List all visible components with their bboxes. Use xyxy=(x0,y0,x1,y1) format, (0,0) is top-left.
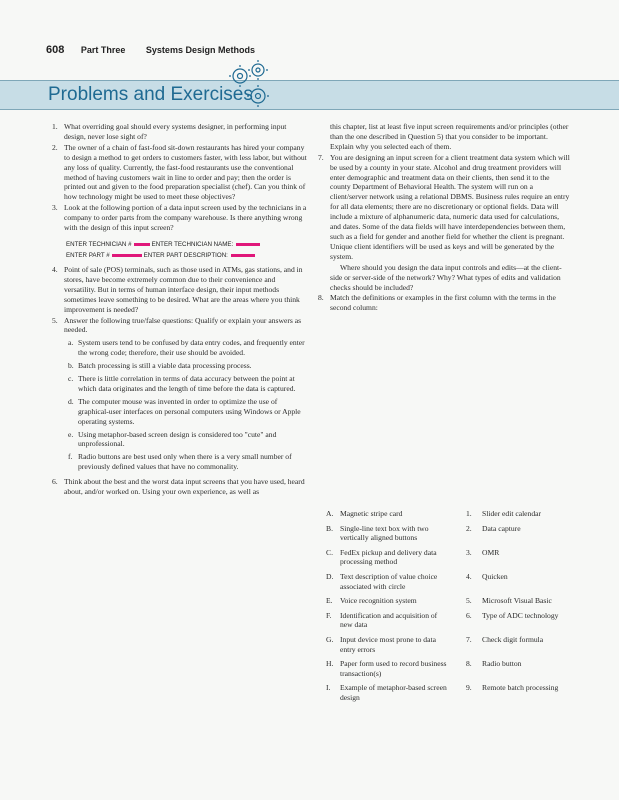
q5-e: e. Using metaphor-based screen design is considered too "cute" and unprofessional. xyxy=(68,429,277,449)
question-8: 8. Match the definitions or examples in the first column with the terms in the second column: xyxy=(318,293,556,313)
match-row: B. Single-line text box with two vertically aligned buttons 2. Data capture xyxy=(326,523,521,543)
gears-icon xyxy=(226,58,276,108)
match-row: F. Identification and acquisition of new data 6. Type of ADC technology xyxy=(326,610,559,630)
banner-title: Problems and Exercises xyxy=(48,84,253,105)
match-row: E. Voice recognition system 5. Microsoft Visual Basic xyxy=(326,596,552,606)
part-label: Part Three xyxy=(80,45,126,55)
match-row: A. Magnetic stripe card 1. Slider edit calendar xyxy=(326,509,542,518)
q5-f: f. Radio buttons are best used only when there is a very small number of previously defined values that have no commonality. xyxy=(68,452,292,472)
question-7: 7. You are designing an input screen for a client treatment data system which will be used by a county in your state. Alcohol and drug treatment providers will enter demographic and treatment data on their clients, then send it to the county Department of Behavioral Health. The system will run on a client/server network using a relational DBMS. Business rules require an entry for all data elements; there are no discretionary or optional fields. Data will include a mixture of alphanumeric data, numeric data used for calculations, and dates. Some of the data fields will have interdependencies between them, such as a field for gender and another field for whether the client is pregnant. Unique client identifiers will be used as keys and will be generated by the system. xyxy=(318,152,570,261)
page-number: 608 xyxy=(46,44,65,56)
question-6: 6. Think about the best and the worst data input screens that you have used, heard about, and/or worked on. Using your own experience, as well as xyxy=(52,477,305,497)
question-5: 5. Answer the following true/false questions: Qualify or explain your answers as needed. xyxy=(52,315,302,335)
q5-a: a. System users tend to be confused by data entry codes, and frequently enter the wrong code; therefore, their use should be avoided. xyxy=(68,338,305,358)
section-banner xyxy=(0,80,619,110)
question-4: 4. Point of sale (POS) terminals, such as those used in ATMs, gas stations, and in stores, have become extremely common due to their convenience and versatility. But in terms of human interface design, their input methods sometimes leave something to be desired. What are the areas where you think improvement is needed? xyxy=(52,264,303,314)
question-1: 1. What overriding goal should every systems designer, in performing input design, never lose sight of? xyxy=(52,122,287,141)
match-row: I. Example of metaphor-based screen design 9. Remote batch processing xyxy=(326,683,559,702)
running-header xyxy=(46,44,255,56)
left-column xyxy=(52,122,308,498)
match-row: C. FedEx pickup and delivery data processing method 3. OMR xyxy=(326,547,500,567)
question-7-paragraph: Where should you design the data input controls and edits—at the client-side or server-side of the network? Why? What types of edits and validation checks should be included? xyxy=(330,262,562,292)
section-label: Systems Design Methods xyxy=(145,45,255,55)
matching-table xyxy=(318,509,570,708)
right-column xyxy=(318,122,570,314)
question-2: 2. The owner of a chain of fast-food sit-down restaurants has hired your company to design a method to get orders to customers faster, with less labor, but without any loss of quality. Currently, the fast-food restaurants use the conventional method of having customers wait in line to order and pay; then the order is printed out and given to the food preparation specialist (chef). Can you think of how technology might be used to meet these objectives? xyxy=(52,142,307,202)
q5-c: c. There is little correlation in terms of data accuracy between the point at which data originates and the length of time before the data is captured. xyxy=(68,374,296,393)
match-row: D. Text description of value choice associated with circle 4. Quicken xyxy=(326,571,508,591)
q5-d: d. The computer mouse was invented in order to optimize the use of graphical-user interfaces on personal computers using Windows or Apple operating systems. xyxy=(68,396,301,426)
match-row: G. Input device most prone to data entry errors 7. Check digit formula xyxy=(326,634,544,654)
question-6-continued: this chapter, list at least five input screen requirements and/or principles (other than the one described in Question 5) that you consider to be important. Explain why you selected each of them. xyxy=(330,122,569,151)
question-3: 3. Look at the following portion of a data input screen used by the technicians in a company to order parts from the company warehouse. Is there anything wrong with the design of this input screen? xyxy=(52,203,307,233)
q5-b: b. Batch processing is still a viable data processing process. xyxy=(68,361,252,371)
input-screen-sample: ENTER TECHNICIAN # ENTER TECHNICIAN NAME: ENTER PART # ENTER PART DESCRIPTION: xyxy=(66,239,308,261)
match-row: H. Paper form used to record business transaction(s) 8. Radio button xyxy=(326,659,522,678)
